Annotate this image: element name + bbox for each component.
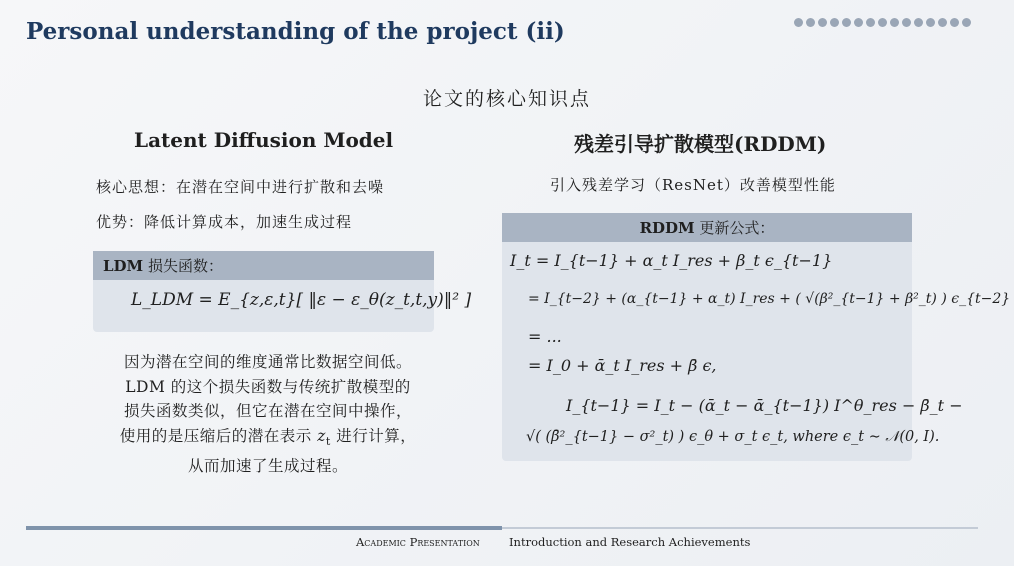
ldm-core-idea: 核心思想：在潜在空间中进行扩散和去噪 (96, 178, 385, 196)
footer-left-text: Academic Presentation (356, 535, 480, 549)
section-heading: 论文的核心知识点 (422, 88, 591, 110)
footer-right-text: Introduction and Research Achievements (509, 535, 751, 549)
ldm-loss-formula: L_LDM = E_{z,ε,t}[ ‖ε − ε_θ(z_t,t,y)‖² ] (131, 290, 472, 310)
rddm-eq-2: = I_{t−2} + (α_{t−1} + α_t) I_res + ( √(β²_{t−1} + β²_t) ) ϵ_{t−2} (528, 291, 1011, 307)
rddm-eq-4: = I_0 + ᾱ_t I_res + β̄ ϵ, (528, 356, 717, 375)
ldm-explanation: 因为潜在空间的维度通常比数据空间低。 LDM 的这个损失函数与传统扩散模型的 损失函数类似，但它在潜在空间中操作， 使用的是压缩后的潜在表示 $z_t$ 进行计算， 从而加速了生成过程。 (119, 353, 417, 475)
ldm-loss-header: LDM 损失函数： (93, 251, 434, 280)
rddm-title: 残差引导扩散模型(RDDM) (574, 132, 827, 156)
footer-rule-light (502, 527, 978, 529)
footer-rule-dark (26, 526, 502, 530)
rddm-update-header: RDDM 更新公式： (502, 213, 912, 242)
rddm-subtitle: 引入残差学习（ResNet）改善模型性能 (550, 176, 836, 194)
ldm-advantage: 优势：降低计算成本，加速生成过程 (96, 213, 353, 231)
rddm-eq-5: I_{t−1} = I_t − (ᾱ_t − ᾱ_{t−1}) I^θ_res − β̄_t − (566, 396, 963, 415)
ldm-loss-box (93, 251, 472, 332)
progress-dots (794, 18, 971, 27)
ldm-title: Latent Diffusion Model (134, 128, 394, 152)
slide-title: Personal understanding of the project (ii) (26, 18, 565, 45)
rddm-eq-3: = ... (528, 327, 562, 346)
rddm-eq-6: √( (β̄²_{t−1} − σ²_t) ) ϵ_θ + σ_t ϵ_t, where ϵ_t ∼ 𝒩(0, I). (526, 429, 940, 445)
rddm-eq-1: I_t = I_{t−1} + α_t I_res + β_t ϵ_{t−1} (510, 251, 833, 270)
